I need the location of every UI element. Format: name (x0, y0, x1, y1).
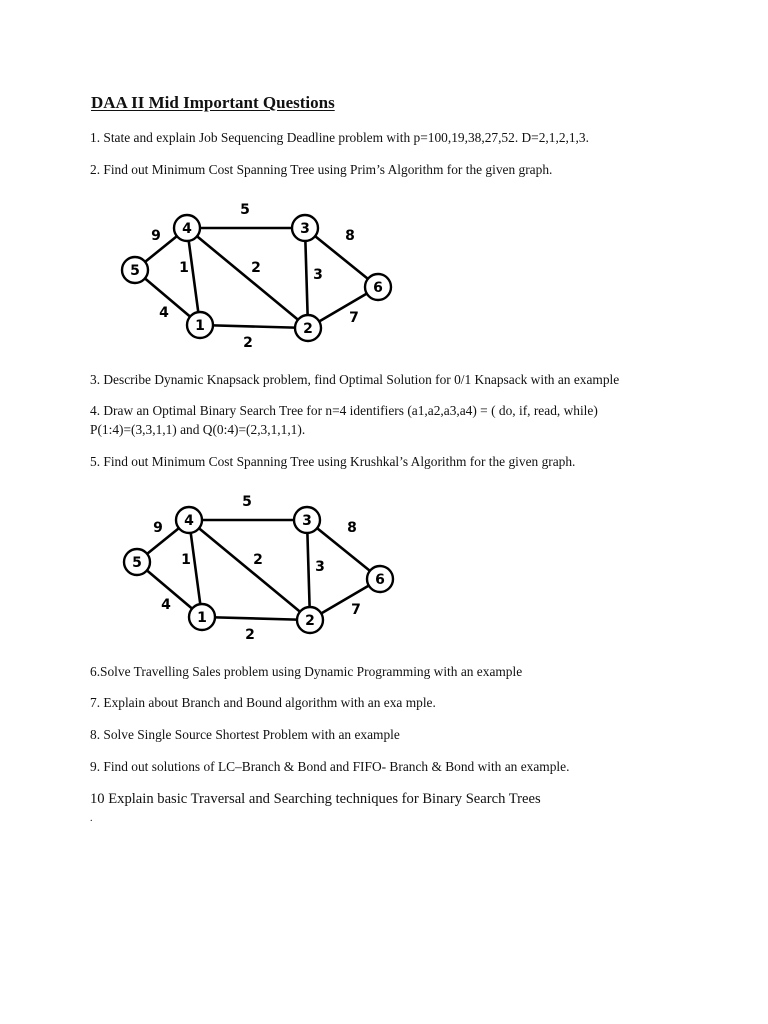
node-label-1: 1 (197, 610, 207, 626)
page-title: DAA II Mid Important Questions (91, 93, 335, 112)
edge-weight-1-2: 2 (245, 627, 255, 643)
question-3: 3. Describe Dynamic Knapsack problem, find Optimal Solution for 0/1 Knapsack with an example (90, 372, 620, 387)
question-5: 5. Find out Minimum Cost Spanning Tree using Krushkal’s Algorithm for the given graph. (90, 454, 576, 469)
node-label-6: 6 (375, 572, 385, 588)
graph-node-3 (294, 507, 320, 533)
edge-weight-3-6: 8 (347, 520, 357, 536)
graph-node-2 (295, 315, 321, 341)
edge-weight-5-4: 9 (153, 520, 163, 536)
node-label-6: 6 (373, 280, 383, 296)
node-label-3: 3 (302, 513, 312, 529)
question-6: 6.Solve Travelling Sales problem using Dynamic Programming with an example (90, 664, 523, 679)
question-4-continued: P(1:4)=(3,3,1,1) and Q(0:4)=(2,3,1,1,1). (90, 422, 306, 437)
edge-1-2 (200, 325, 308, 328)
graph-node-2 (297, 607, 323, 633)
edge-weight-2-6: 7 (351, 602, 361, 618)
graph-node-3 (292, 215, 318, 241)
node-label-5: 5 (132, 555, 142, 571)
edge-weight-4-3: 5 (240, 202, 250, 218)
graph-node-4 (176, 507, 202, 533)
question-9: 9. Find out solutions of LC–Branch & Bond and FIFO- Branch & Bond with an example. (90, 759, 570, 774)
edge-weight-3-2: 3 (313, 267, 323, 283)
edge-weight-2-6: 7 (349, 310, 359, 326)
edge-4-1 (189, 520, 202, 617)
edge-weight-5-4: 9 (151, 228, 161, 244)
graph-node-1 (187, 312, 213, 338)
node-label-4: 4 (182, 221, 192, 237)
edge-weight-3-6: 8 (345, 228, 355, 244)
graph-node-4 (174, 215, 200, 241)
graph-figure-prim (110, 195, 410, 355)
node-label-2: 2 (305, 613, 315, 629)
stray-period: . (90, 813, 93, 824)
edge-weight-4-2: 2 (251, 260, 261, 276)
node-label-3: 3 (300, 221, 310, 237)
node-label-4: 4 (184, 513, 194, 529)
edge-weight-1-2: 2 (243, 335, 253, 351)
graph-node-5 (124, 549, 150, 575)
edge-weight-4-1: 1 (181, 552, 191, 568)
edge-weight-4-3: 5 (242, 494, 252, 510)
question-4: 4. Draw an Optimal Binary Search Tree for n=4 identifiers (a1,a2,a3,a4) = ( do, if, read, while) (90, 403, 598, 418)
edge-3-2 (305, 228, 308, 328)
edge-weight-4-1: 1 (179, 260, 189, 276)
edge-1-2 (202, 617, 310, 620)
graph-figure-kruskal (112, 487, 412, 647)
edge-weight-5-1: 4 (161, 597, 171, 613)
question-2: 2. Find out Minimum Cost Spanning Tree using Prim’s Algorithm for the given graph. (90, 162, 553, 177)
graph-node-6 (365, 274, 391, 300)
edge-weight-3-2: 3 (315, 559, 325, 575)
node-label-1: 1 (195, 318, 205, 334)
question-7: 7. Explain about Branch and Bound algorithm with an exa mple. (90, 695, 436, 710)
edge-3-2 (307, 520, 310, 620)
edge-4-1 (187, 228, 200, 325)
graph-node-5 (122, 257, 148, 283)
node-label-2: 2 (303, 321, 313, 337)
question-10: 10 Explain basic Traversal and Searching techniques for Binary Search Trees (90, 791, 541, 807)
edge-weight-5-1: 4 (159, 305, 169, 321)
edge-weight-4-2: 2 (253, 552, 263, 568)
question-8: 8. Solve Single Source Shortest Problem with an example (90, 727, 400, 742)
graph-node-1 (189, 604, 215, 630)
question-1: 1. State and explain Job Sequencing Deadline problem with p=100,19,38,27,52. D=2,1,2,1,3. (90, 130, 589, 145)
node-label-5: 5 (130, 263, 140, 279)
graph-node-6 (367, 566, 393, 592)
